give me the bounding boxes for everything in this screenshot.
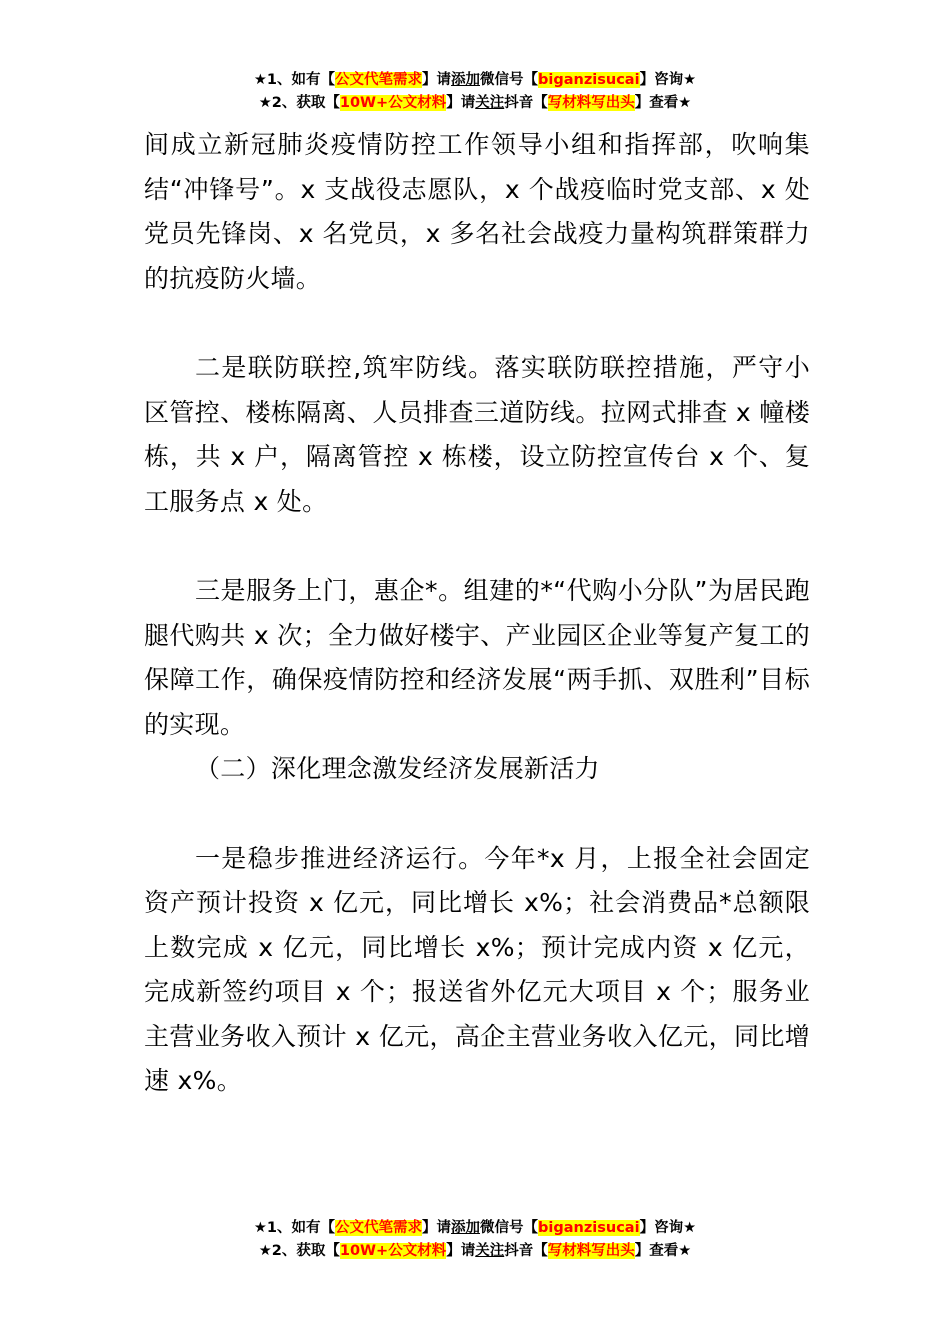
banner-1-highlight-service: 公文代笔需求: [335, 72, 423, 88]
section-heading: （二）深化理念激发经济发展新活力: [195, 754, 600, 784]
banner-1-suffix: 】咨询★: [639, 72, 697, 88]
footer-1-highlight-service: 公文代笔需求: [335, 1220, 423, 1236]
footer-1-suffix: 】咨询★: [639, 1220, 697, 1236]
paragraph-2: 二是联防联控,筑牢防线。落实联防联控措施，严守小区管控、楼栋隔离、人员排查三道防线。拉网式排查 x 幢楼栋，共 x 户，隔离管控 x 栋楼，设立防控宣传台 x 个、复工服务点 x 处。: [144, 352, 810, 516]
banner-line-2: [0, 92, 950, 115]
banner-2-underline: 关注: [475, 95, 505, 111]
footer-1-underline: 添加: [451, 1220, 481, 1236]
banner-1-mid1: 】请: [422, 72, 452, 88]
banner-1-prefix: ★1、如有【: [253, 72, 336, 88]
banner-1-highlight-wechat: biganzisucai: [538, 72, 640, 88]
paragraph-4: 一是稳步推进经济运行。今年*x 月，上报全社会固定资产预计投资 x 亿元，同比增长 x%；社会消费品*总额限上数完成 x 亿元，同比增长 x%；预计完成内资 x 亿元，完成新签约项目 x 个；报送省外亿元大项目 x 个；服务业主营业务收入预计 x 亿元，高企主营业务收入亿元，同比增速 x%。: [144, 843, 810, 1096]
footer-2-mid1: 】请: [446, 1243, 476, 1259]
header-banner: [0, 69, 950, 115]
paragraph-3: 三是服务上门，惠企*。组建的*“代购小分队”为居民跑腿代购共 x 次；全力做好楼宇、产业园区企业等复产复工的保障工作，确保疫情防控和经济发展“两手抓、双胜利”目标的实现。: [144, 575, 810, 739]
banner-2-mid1: 】请: [446, 95, 476, 111]
paragraph-1: 间成立新冠肺炎疫情防控工作领导小组和指挥部，吹响集结“冲锋号”。x 支战役志愿队，x 个战疫临时党支部、x 处党员先锋岗、x 名党员，x 多名社会战疫力量构筑群策群力的抗疫防火墙。: [144, 130, 810, 293]
footer-1-highlight-wechat: biganzisucai: [538, 1220, 640, 1236]
footer-2-mid2: 抖音【: [504, 1243, 548, 1259]
banner-2-prefix: ★2、获取【: [258, 95, 340, 111]
footer-banner: [0, 1217, 950, 1263]
banner-2-highlight-materials: 10W+公文材料: [339, 95, 447, 111]
document-body: [144, 123, 810, 1104]
banner-1-underline: 添加: [451, 72, 481, 88]
footer-2-suffix: 】查看★: [634, 1243, 692, 1259]
banner-2-highlight-douyin: 写材料写出头: [547, 95, 635, 111]
banner-line-1: [0, 69, 950, 92]
footer-2-highlight-materials: 10W+公文材料: [339, 1243, 447, 1259]
footer-1-mid1: 】请: [422, 1220, 452, 1236]
footer-1-mid2: 微信号【: [480, 1220, 539, 1236]
footer-2-highlight-douyin: 写材料写出头: [547, 1243, 635, 1259]
banner-2-suffix: 】查看★: [634, 95, 692, 111]
footer-2-underline: 关注: [475, 1243, 505, 1259]
footer-banner-line-1: [0, 1217, 950, 1240]
banner-1-mid2: 微信号【: [480, 72, 539, 88]
footer-banner-line-2: [0, 1240, 950, 1263]
footer-2-prefix: ★2、获取【: [258, 1243, 340, 1259]
banner-2-mid2: 抖音【: [504, 95, 548, 111]
footer-1-prefix: ★1、如有【: [253, 1220, 336, 1236]
